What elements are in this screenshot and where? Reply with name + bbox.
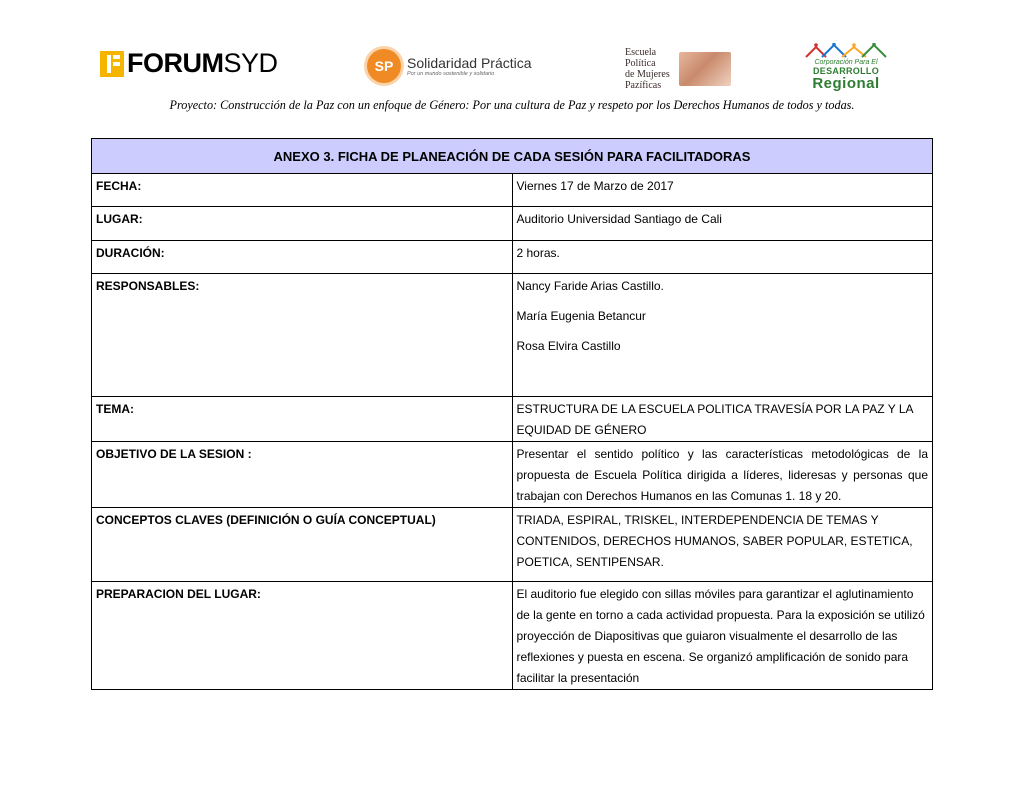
forumsyd-logo-light: SYD	[223, 48, 278, 78]
tema-value: ESTRUCTURA DE LA ESCUELA POLITICA TRAVESÍA POR LA PAZ Y LA EQUIDAD DE GÉNERO	[512, 397, 933, 442]
table-row-duracion	[92, 241, 933, 274]
forumsyd-mark-icon	[100, 51, 124, 77]
forumsyd-logo-bold: FORUM	[127, 48, 224, 78]
table-title: ANEXO 3. FICHA DE PLANEACIÓN DE CADA SESIÓN PARA FACILITADORAS	[92, 139, 933, 174]
ep-line-2: de Mujeres	[625, 69, 670, 80]
sp-logo-name: Solidaridad Práctica	[407, 54, 532, 71]
table-row-conceptos	[92, 508, 933, 582]
responsable-2: María Eugenia Betancur	[516, 309, 646, 323]
responsable-3: Rosa Elvira Castillo	[516, 339, 621, 353]
fecha-label: FECHA:	[92, 174, 513, 207]
responsable-1: Nancy Faride Arias Castillo.	[516, 279, 664, 293]
duracion-label: DURACIÓN:	[92, 241, 513, 274]
table-row-preparacion	[92, 582, 933, 690]
preparacion-value: El auditorio fue elegido con sillas móviles para garantizar el aglutinamiento de la gente en torno a cada actividad propuesta. Para la exposición se utilizó proyección de Diapositivas que guiaron visualmente el desarrollo de las reflexiones y puesta en escena. Se organizó amplificación de sonido para facilitar la presentación	[512, 582, 933, 690]
table-row-tema	[92, 397, 933, 442]
ep-line-1: Escuela Política	[625, 47, 657, 69]
sp-logo-tagline: Por un mundo sostenible y solidario	[407, 70, 495, 77]
table-row-objetivo	[92, 442, 933, 508]
fecha-value: Viernes 17 de Marzo de 2017	[512, 174, 933, 207]
cd-line-3: Regional	[812, 75, 880, 92]
escuela-photo-icon	[679, 52, 731, 86]
ep-line-3: Pazíficas	[625, 80, 662, 91]
solidaridad-practica-logo	[367, 49, 532, 83]
conceptos-label: CONCEPTOS CLAVES (DEFINICIÓN O GUÍA CONCEPTUAL)	[92, 508, 513, 582]
table-row-responsables	[92, 274, 933, 397]
preparacion-label: PREPARACION DEL LUGAR:	[92, 582, 513, 690]
lugar-label: LUGAR:	[92, 207, 513, 241]
forumsyd-logo	[100, 50, 278, 77]
objetivo-value: Presentar el sentido político y las características metodológicas de la propuesta de Escuela Política dirigida a líderes, lideresas y personas que trabajan con Derechos Humanos en las Comunas 1. 18 y 20.	[512, 442, 933, 508]
lugar-value: Auditorio Universidad Santiago de Cali	[512, 207, 933, 241]
tema-label: TEMA:	[92, 397, 513, 442]
corporacion-desarrollo-logo	[798, 43, 894, 91]
escuela-politica-logo	[625, 47, 731, 91]
cd-line-1: Corporación Para El	[814, 59, 878, 66]
table-row-lugar	[92, 207, 933, 241]
sp-badge-icon: SP	[367, 49, 401, 83]
mountains-people-icon	[804, 43, 888, 59]
planning-form-table	[91, 138, 933, 690]
responsables-value	[512, 274, 933, 397]
objetivo-label: OBJETIVO DE LA SESION :	[92, 442, 513, 508]
project-title: Proyecto: Construcción de la Paz con un enfoque de Género: Por una cultura de Paz y respeto por los Derechos Humanos de todos y todas.	[169, 98, 855, 112]
table-row-fecha	[92, 174, 933, 207]
cd-line-2: DESARROLLO	[813, 66, 879, 76]
table-title-row	[92, 139, 933, 174]
duracion-value: 2 horas.	[512, 241, 933, 274]
responsables-label: RESPONSABLES:	[92, 274, 513, 397]
conceptos-value: TRIADA, ESPIRAL, TRISKEL, INTERDEPENDENCIA DE TEMAS Y CONTENIDOS, DERECHOS HUMANOS, SABER POPULAR, ESTETICA, POETICA, SENTIPENSAR.	[512, 508, 933, 582]
